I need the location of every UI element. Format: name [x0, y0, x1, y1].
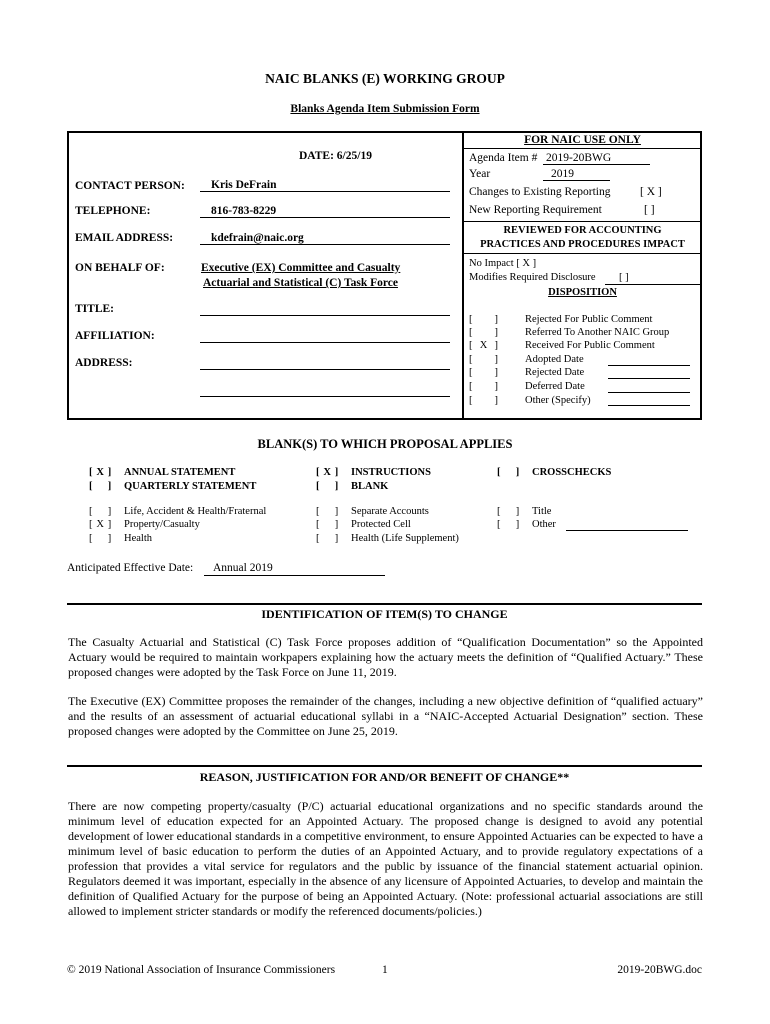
blank-checkbox-property[interactable]: [ X ] [89, 519, 112, 530]
identification-heading: IDENTIFICATION OF ITEM(S) TO CHANGE [261, 607, 508, 621]
year-value[interactable]: 2019 [551, 168, 574, 180]
blank-checkbox-other[interactable]: [ ] [497, 519, 520, 530]
blank-label-protected: Protected Cell [351, 519, 411, 530]
blank-label-crosschecks: CROSSCHECKS [532, 467, 612, 478]
effective-date-line [204, 575, 385, 576]
reason-heading: REASON, JUSTIFICATION FOR AND/OR BENEFIT OF CHANGE** [199, 770, 570, 784]
email-value[interactable]: kdefrain@naic.org [211, 232, 304, 244]
on-behalf-line2[interactable]: Actuarial and Statistical (C) Task Force [203, 277, 398, 289]
title-line[interactable] [200, 315, 450, 316]
affiliation-label: AFFILIATION: [75, 330, 155, 342]
telephone-value[interactable]: 816-783-8229 [211, 205, 277, 217]
reviewed-bottom-rule [463, 253, 702, 254]
agenda-item-value[interactable]: 2019-20BWG [546, 152, 612, 164]
agenda-item-label: Agenda Item # [469, 152, 538, 164]
blank-checkbox-life[interactable]: [ ] [89, 506, 112, 517]
blank-checkbox-instructions[interactable]: [ X ] [316, 467, 339, 478]
blank-label-instructions: INSTRUCTIONS [351, 467, 431, 478]
naic-use-heading: FOR NAIC USE ONLY [524, 134, 641, 146]
other-blank-line[interactable] [566, 530, 688, 531]
blank-checkbox-health-supplement[interactable]: [ ] [316, 533, 339, 544]
disposition-label: Received For Public Comment [525, 340, 655, 351]
identification-rule [67, 603, 702, 605]
effective-date-label: Anticipated Effective Date: [67, 562, 194, 574]
blank-checkbox-quarterly[interactable]: [ ] [89, 481, 112, 492]
title-label: TITLE: [75, 303, 114, 315]
contact-person-label: CONTACT PERSON: [75, 180, 185, 192]
address-label: ADDRESS: [75, 357, 133, 369]
email-label: EMAIL ADDRESS: [75, 232, 174, 244]
naic-heading-rule [463, 148, 702, 149]
modifies-rule [605, 284, 702, 285]
year-label: Year [469, 168, 491, 180]
year-line [543, 180, 610, 181]
footer-copyright: © 2019 National Association of Insurance Commissioners [67, 964, 336, 976]
disposition-row[interactable]: [ X ] [469, 340, 498, 351]
disposition-label: Referred To Another NAIC Group [525, 327, 670, 338]
reviewed-heading-line1: REVIEWED FOR ACCOUNTING [503, 225, 662, 236]
blank-label-blank: BLANK [351, 481, 389, 492]
effective-date-value[interactable]: Annual 2019 [213, 562, 273, 574]
new-requirement-label: New Reporting Requirement [469, 204, 602, 216]
changes-existing-label: Changes to Existing Reporting [469, 186, 611, 198]
telephone-line [200, 217, 450, 218]
blank-checkbox-annual[interactable]: [ X ] [89, 467, 112, 478]
blank-checkbox-title[interactable]: [ ] [497, 506, 520, 517]
blank-checkbox-protected[interactable]: [ ] [316, 519, 339, 530]
blank-label-health: Health [124, 533, 152, 544]
disposition-label: Other (Specify) [525, 395, 591, 406]
blank-checkbox-separate[interactable]: [ ] [316, 506, 339, 517]
on-behalf-label: ON BEHALF OF: [75, 262, 165, 274]
other-specify-line[interactable] [608, 405, 690, 406]
address-line-2[interactable] [200, 396, 450, 397]
blank-label-quarterly: QUARTERLY STATEMENT [124, 481, 257, 492]
telephone-label: TELEPHONE: [75, 205, 151, 217]
disposition-row[interactable]: [ ] [469, 381, 498, 392]
address-line-1[interactable] [200, 369, 450, 370]
adopted-date-line[interactable] [608, 365, 690, 366]
disposition-row[interactable]: [ ] [469, 395, 498, 406]
disposition-label: Deferred Date [525, 381, 585, 392]
disposition-row[interactable]: [ ] [469, 314, 498, 325]
reason-paragraph: There are now competing property/casualty (P/C) actuarial educational organizations and no specific standards around the minimum level of education expected for an Appointed Actuary. The proposed change is designed to avoid any potential development of lower educational standards in a competitive environment, to ensure Appointed Actuaries can be expected to have a minimum level of basic education to perform the duties of an Appointed Actuary, and to provide regulatory expectations of a profession that provides a vital service for regulators and the public by issuance of the financial statement actuarial opinion. Regulators deemed it was important, especially in the absence of any licensure of Appointed Actuaries, to develop and maintain the definition of Qualified Actuary for the purpose of being an Appointed Actuary. (Note: professional actuarial associations are still allowed to implement stricter standards or modify the referenced documents/policies.) [68, 799, 703, 918]
affiliation-line[interactable] [200, 342, 450, 343]
deferred-date-line[interactable] [608, 392, 690, 393]
form-title: NAIC BLANKS (E) WORKING GROUP [265, 71, 505, 86]
contact-person-line [200, 191, 450, 192]
blank-label-health-supplement: Health (Life Supplement) [351, 533, 459, 544]
blank-label-other: Other [532, 519, 556, 530]
identification-paragraph-1: The Casualty Actuarial and Statistical (C) Task Force proposes addition of “Qualification Documentation” so the Appointed Actuary would be required to maintain workpapers explaining how the actuary meets the definition of “Qualified Actuary.” These proposed changes were adopted by the Task Force on June 11, 2019. [68, 635, 703, 679]
disposition-row[interactable]: [ ] [469, 327, 498, 338]
disposition-label: Rejected Date [525, 367, 585, 378]
on-behalf-line1[interactable]: Executive (EX) Committee and Casualty [201, 262, 401, 274]
footer-page-number: 1 [382, 964, 388, 976]
disposition-label: Rejected For Public Comment [525, 314, 653, 325]
form-subtitle: Blanks Agenda Item Submission Form [290, 103, 480, 115]
footer-filename: 2019-20BWG.doc [617, 964, 702, 976]
blank-checkbox-crosschecks[interactable]: [ ] [497, 467, 520, 478]
blank-label-annual: ANNUAL STATEMENT [124, 467, 236, 478]
submission-box [67, 131, 702, 420]
blank-label-property: Property/Casualty [124, 519, 200, 530]
new-requirement-checkbox[interactable]: [ ] [644, 204, 655, 216]
modifies-disclosure-checkbox[interactable]: [ ] [619, 272, 629, 283]
agenda-item-line [543, 164, 650, 165]
disposition-row[interactable]: [ ] [469, 354, 498, 365]
identification-paragraph-2: The Executive (EX) Committee proposes the remainder of the changes, including a new objective definition of “qualified actuary” and the results of an assessment of actuarial educational syllabi in a “NAIC-Accepted Actuarial Designation” section. These proposed changes were adopted by the Committee on June 25, 2019. [68, 694, 703, 738]
blank-checkbox-health[interactable]: [ ] [89, 533, 112, 544]
blanks-heading: BLANK(S) TO WHICH PROPOSAL APPLIES [257, 437, 513, 451]
reviewed-top-rule [463, 221, 702, 222]
changes-existing-checkbox[interactable]: [ X ] [640, 186, 662, 198]
disposition-heading: DISPOSITION [548, 287, 617, 298]
no-impact-option[interactable]: No Impact [ X ] [469, 258, 537, 269]
box-divider [462, 131, 464, 420]
blank-label-life: Life, Accident & Health/Fraternal [124, 506, 267, 517]
rejected-date-line[interactable] [608, 378, 690, 379]
email-line [200, 244, 450, 245]
disposition-row[interactable]: [ ] [469, 367, 498, 378]
date-field: DATE: 6/25/19 [299, 150, 372, 162]
disposition-mark: X [479, 340, 488, 351]
modifies-disclosure-label: Modifies Required Disclosure [469, 272, 596, 283]
contact-person-value[interactable]: Kris DeFrain [211, 179, 277, 191]
blank-label-title: Title [532, 506, 552, 517]
reason-rule [67, 765, 702, 767]
blank-label-separate: Separate Accounts [351, 506, 429, 517]
blank-checkbox-blank[interactable]: [ ] [316, 481, 339, 492]
reviewed-heading-line2: PRACTICES AND PROCEDURES IMPACT [480, 239, 685, 250]
disposition-label: Adopted Date [525, 354, 584, 365]
